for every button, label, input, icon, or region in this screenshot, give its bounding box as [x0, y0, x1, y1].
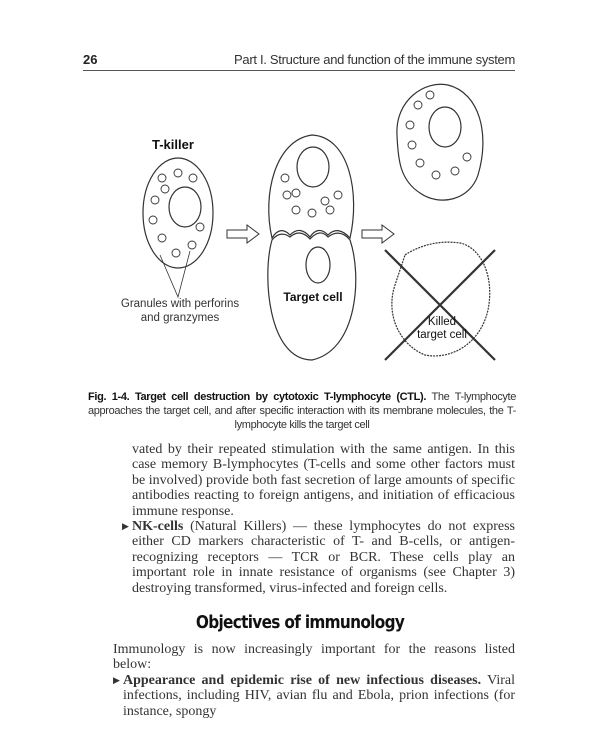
killed-label-2: target cell	[417, 329, 467, 341]
attacking-t-cell	[269, 135, 354, 238]
granules-label: Granules with perforins	[120, 298, 240, 310]
bullet-triangle-icon: ▶	[113, 674, 120, 685]
figure-diagram	[0, 75, 600, 385]
bullet-triangle-icon: ▶	[122, 521, 129, 532]
granules-label-2: and granzymes	[140, 312, 220, 324]
section-heading: Objectives of immunology	[195, 612, 405, 633]
target-cell-label: Target cell	[283, 290, 343, 304]
arrow-right-icon-2	[362, 225, 394, 243]
bullet-text: (Natural Killers) — these lymphocytes do not express either CD markers characteristic of T- and B-cells, or antigen-recognizing receptors — TCR or BCR. These cells play an important role in innate resistance of organisms (see Chapter 3) destroying transformed, virus-infected and foreign cells.	[132, 519, 515, 596]
bullet-text: Viral infections, including HIV, avian flu and Ebola, prion infections (for instance, spongy	[123, 672, 515, 719]
bullet-term: NK-cells	[132, 519, 184, 535]
cross-icon	[385, 250, 495, 360]
body-section-2	[113, 642, 515, 719]
paragraph: vated by their repeated stimulation with the same antigen. In this case memory B-lymphocytes (T-cells and some other factors must be involved) provide both fast secretion of large amounts of specific antibodies reacting to foreign antigens, and initiation of efficacious immune response.	[132, 442, 515, 519]
killed-target-cell	[385, 242, 495, 360]
page-number: 26	[83, 52, 98, 67]
arrow-right-icon	[227, 225, 259, 243]
bullet-item	[113, 673, 515, 719]
caption-title: Fig. 1-4. Target cell destruction by cytotoxic T-lymphocyte (CTL).	[88, 391, 427, 403]
bullet-item	[122, 519, 515, 596]
bullet-term: Appearance and epidemic rise of new infectious diseases.	[123, 672, 482, 688]
body-section-1	[113, 442, 515, 596]
t-killer-label: T-killer	[152, 137, 194, 152]
caption-text: The T-lymphocyte approaches the target cell, and after specific interaction with its membrane molecules, the T-lymphocyte kills the target cell	[88, 391, 516, 431]
page-header	[83, 52, 515, 71]
intro-paragraph: Immunology is now increasingly important for the reasons listed below:	[113, 642, 515, 673]
released-t-cell	[397, 84, 483, 200]
killed-label: Killed	[427, 316, 457, 328]
t-killer-cell	[143, 158, 213, 268]
running-title: Part I. Structure and function of the immune system	[234, 52, 515, 67]
figure-caption	[88, 390, 516, 432]
